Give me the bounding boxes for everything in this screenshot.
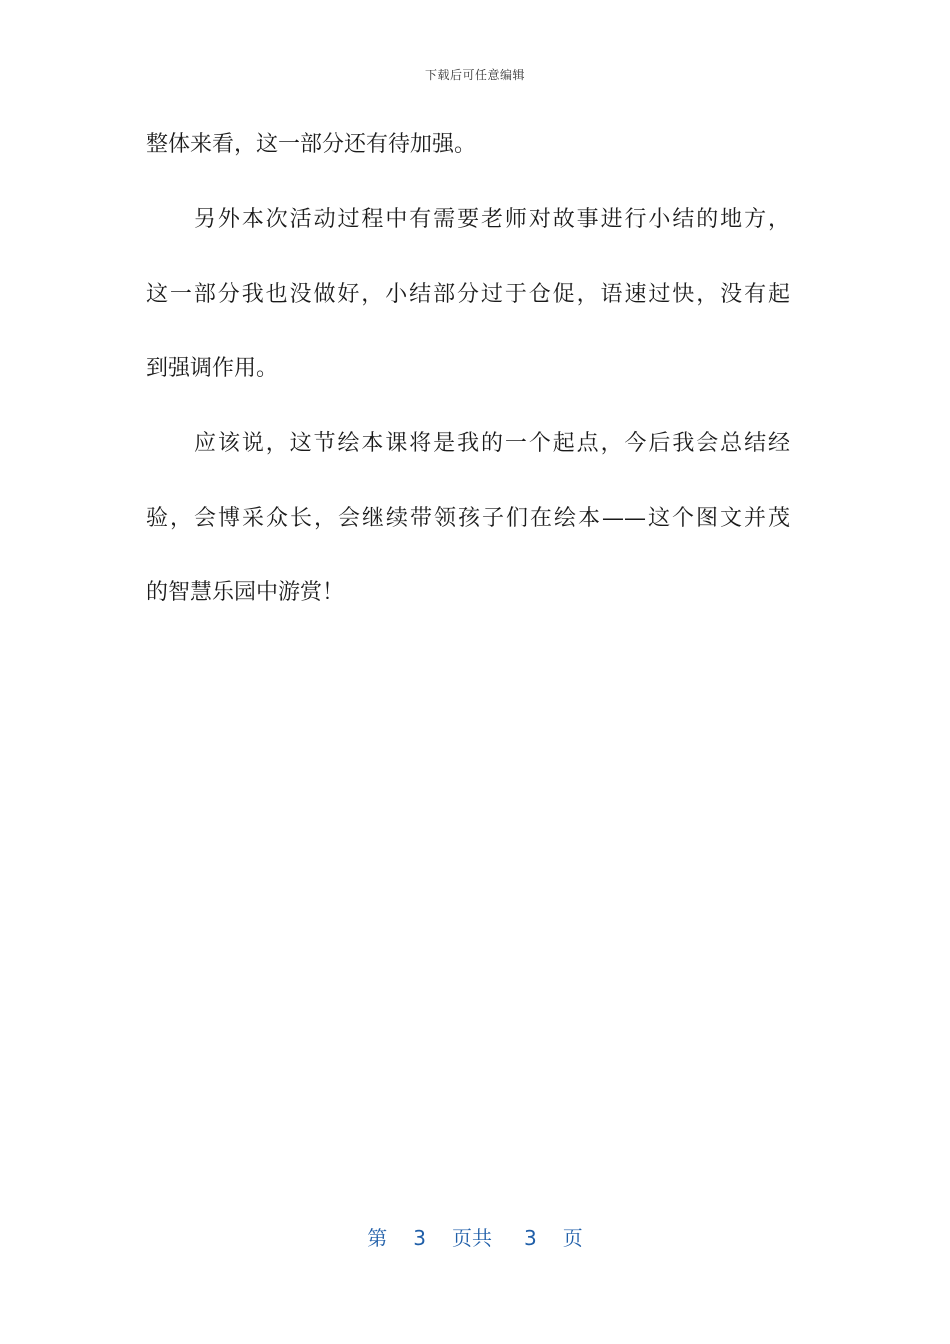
page-number-footer (0, 1222, 950, 1251)
body-line-1: 整体来看，这一部分还有待加强。 (146, 132, 477, 157)
footer-current-page: 3 (413, 1226, 426, 1250)
body-line-4: 到强调作用。 (146, 356, 279, 381)
footer-middle: 页共 (452, 1226, 492, 1250)
body-line-2: 另外本次活动过程中有需要老师对故事进行小结的地方， (194, 207, 790, 232)
body-line-5: 应该说，这节绘本课将是我的一个起点，今后我会总结经 (194, 431, 790, 456)
body-line-7: 的智慧乐园中游赏！ (146, 580, 345, 605)
page-header-note: 下载后可任意编辑 (424, 68, 525, 82)
footer-suffix: 页 (562, 1226, 583, 1250)
footer-total-pages: 3 (524, 1226, 537, 1250)
body-line-6: 验，会博采众长，会继续带领孩子们在绘本——这个图文并茂 (146, 506, 790, 531)
footer-prefix: 第 (367, 1226, 388, 1250)
body-line-3: 这一部分我也没做好，小结部分过于仓促，语速过快，没有起 (146, 282, 790, 307)
